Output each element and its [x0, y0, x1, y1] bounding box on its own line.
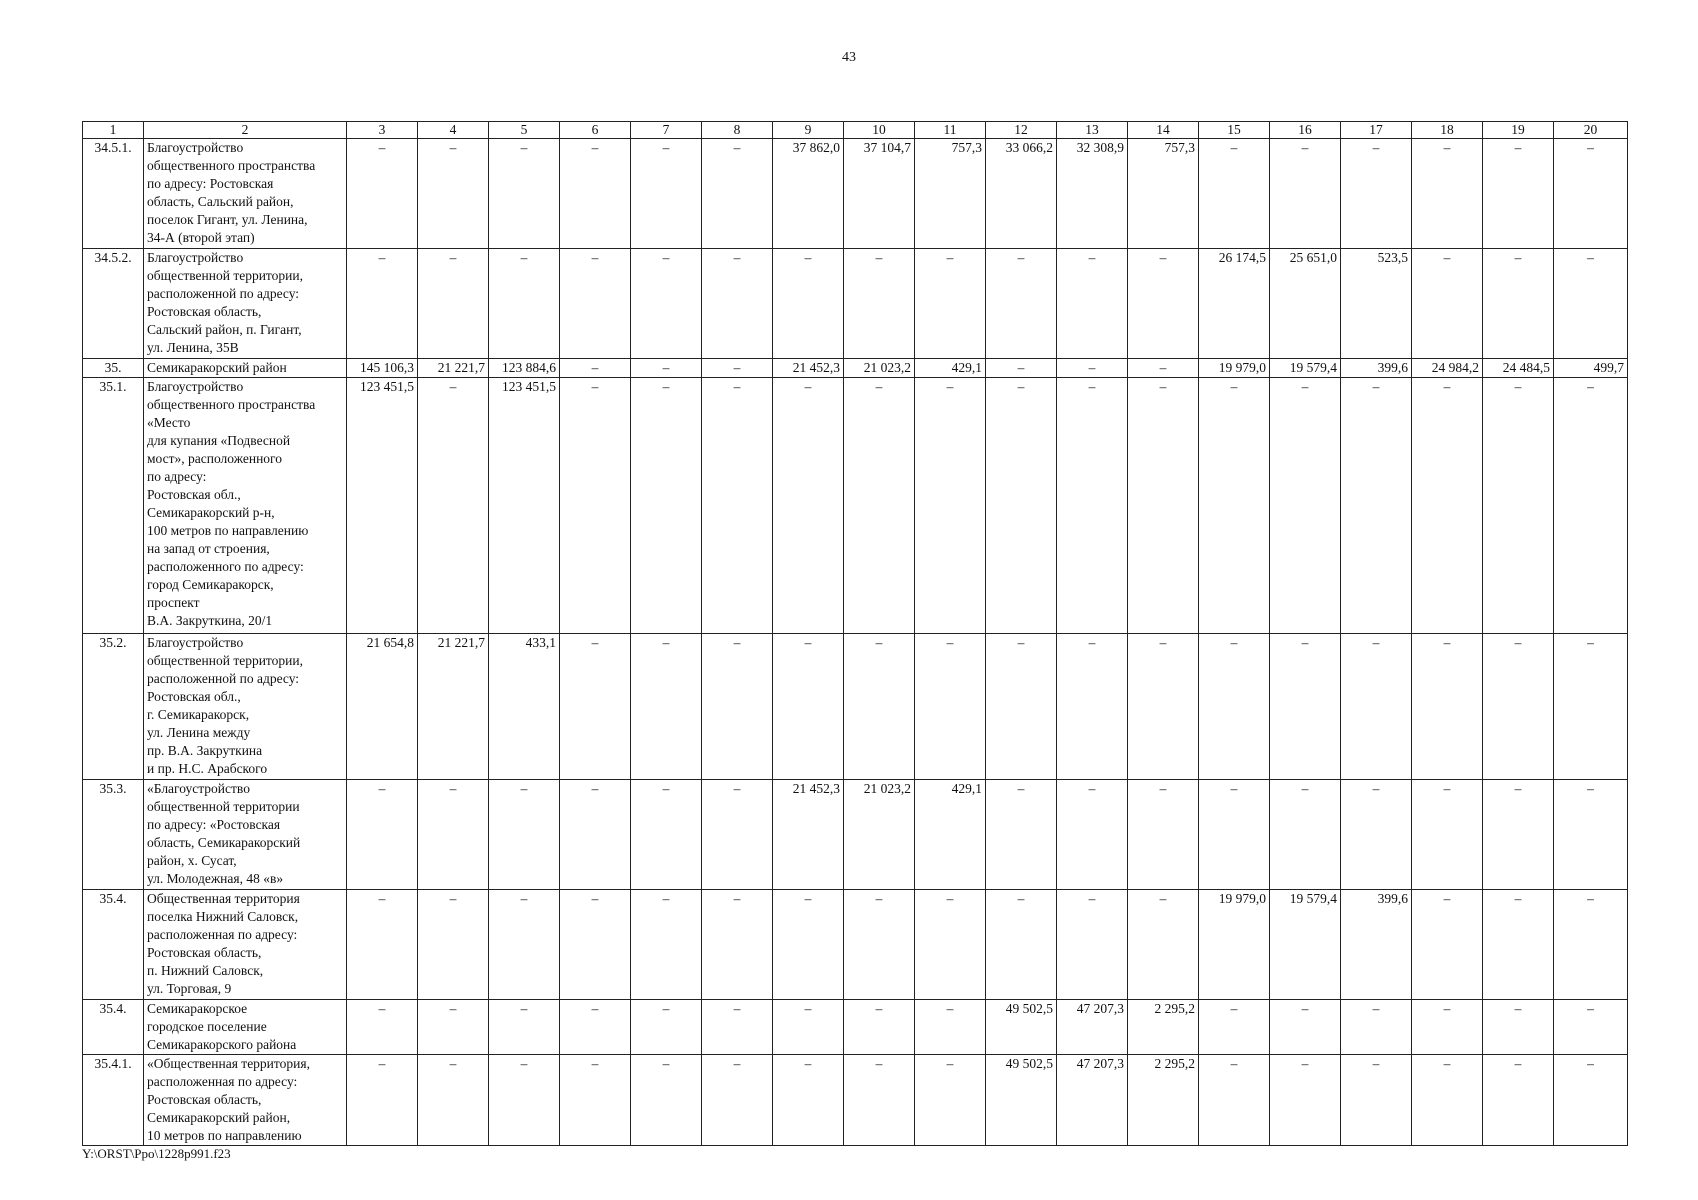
value-cell: – [986, 634, 1057, 780]
value-cell: – [915, 1000, 986, 1055]
value-cell: – [560, 1000, 631, 1055]
column-header: 5 [489, 122, 560, 139]
value-cell: – [986, 359, 1057, 378]
value-cell: 47 207,3 [1057, 1000, 1128, 1055]
value-cell: 523,5 [1341, 249, 1412, 359]
row-code: 35.4.1. [83, 1055, 144, 1146]
row-code: 34.5.1. [83, 139, 144, 249]
value-cell: – [1057, 780, 1128, 890]
value-cell: – [1128, 634, 1199, 780]
value-cell: – [844, 378, 915, 634]
value-cell: – [844, 249, 915, 359]
value-cell: – [915, 1055, 986, 1146]
value-cell: – [773, 634, 844, 780]
value-cell: – [986, 378, 1057, 634]
value-cell: 757,3 [1128, 139, 1199, 249]
value-cell: 21 654,8 [347, 634, 418, 780]
value-cell: – [773, 890, 844, 1000]
value-cell: – [915, 890, 986, 1000]
row-name: Благоустройство общественной территории, расположенной по адресу: Ростовская обл., г. Семикаракорск, ул. Ленина между пр. В.А. Закруткина и пр. Н.С. Арабского [144, 634, 347, 780]
value-cell: 49 502,5 [986, 1055, 1057, 1146]
value-cell: 21 452,3 [773, 359, 844, 378]
value-cell: – [702, 1055, 773, 1146]
value-cell: – [631, 890, 702, 1000]
value-cell: – [631, 634, 702, 780]
value-cell: – [560, 378, 631, 634]
row-code: 34.5.2. [83, 249, 144, 359]
value-cell: – [1341, 378, 1412, 634]
value-cell: – [560, 1055, 631, 1146]
value-cell: 21 221,7 [418, 359, 489, 378]
column-header: 20 [1554, 122, 1628, 139]
value-cell: – [915, 378, 986, 634]
value-cell: – [773, 249, 844, 359]
value-cell: – [1483, 780, 1554, 890]
value-cell: – [1412, 780, 1483, 890]
value-cell: 19 979,0 [1199, 359, 1270, 378]
value-cell: – [915, 249, 986, 359]
value-cell: 123 451,5 [347, 378, 418, 634]
value-cell: – [702, 634, 773, 780]
value-cell: – [631, 378, 702, 634]
value-cell: – [489, 780, 560, 890]
column-header: 15 [1199, 122, 1270, 139]
value-cell: 499,7 [1554, 359, 1628, 378]
value-cell: – [773, 1055, 844, 1146]
value-cell: 24 484,5 [1483, 359, 1554, 378]
table-row [83, 1055, 1628, 1146]
value-cell: – [702, 1000, 773, 1055]
column-header: 16 [1270, 122, 1341, 139]
value-cell: – [347, 1000, 418, 1055]
column-header: 11 [915, 122, 986, 139]
value-cell: 49 502,5 [986, 1000, 1057, 1055]
value-cell: – [702, 890, 773, 1000]
value-cell: 145 106,3 [347, 359, 418, 378]
value-cell: – [489, 139, 560, 249]
value-cell: 25 651,0 [1270, 249, 1341, 359]
row-code: 35.3. [83, 780, 144, 890]
value-cell: – [915, 634, 986, 780]
column-header: 4 [418, 122, 489, 139]
value-cell: – [489, 249, 560, 359]
value-cell: – [560, 634, 631, 780]
value-cell: – [1270, 378, 1341, 634]
value-cell: – [1199, 1055, 1270, 1146]
value-cell: 24 984,2 [1412, 359, 1483, 378]
value-cell: – [1412, 634, 1483, 780]
column-header: 2 [144, 122, 347, 139]
table-row [83, 1000, 1628, 1055]
value-cell: – [1412, 249, 1483, 359]
value-cell: – [702, 249, 773, 359]
value-cell: 433,1 [489, 634, 560, 780]
table-row [83, 378, 1628, 634]
value-cell: – [1554, 139, 1628, 249]
value-cell: 429,1 [915, 359, 986, 378]
row-code: 35.1. [83, 378, 144, 634]
row-code: 35.2. [83, 634, 144, 780]
value-cell: 123 884,6 [489, 359, 560, 378]
value-cell: – [986, 890, 1057, 1000]
table-row [83, 634, 1628, 780]
value-cell: – [1341, 1055, 1412, 1146]
footer-file-path: Y:\ORST\Ppo\1228p991.f23 [82, 1146, 231, 1161]
value-cell: – [347, 249, 418, 359]
column-header: 19 [1483, 122, 1554, 139]
value-cell: 37 104,7 [844, 139, 915, 249]
value-cell: – [1554, 890, 1628, 1000]
value-cell: 399,6 [1341, 890, 1412, 1000]
column-header: 12 [986, 122, 1057, 139]
column-header: 18 [1412, 122, 1483, 139]
value-cell: 19 579,4 [1270, 890, 1341, 1000]
value-cell: 21 452,3 [773, 780, 844, 890]
value-cell: – [1057, 890, 1128, 1000]
row-name: Благоустройство общественного пространства по адресу: Ростовская область, Сальский район, поселок Гигант, ул. Ленина, 34-А (второй этап) [144, 139, 347, 249]
value-cell: 757,3 [915, 139, 986, 249]
value-cell: – [347, 139, 418, 249]
row-name: Семикаракорский район [144, 359, 347, 378]
value-cell: – [347, 1055, 418, 1146]
row-code: 35. [83, 359, 144, 378]
value-cell: – [418, 780, 489, 890]
column-header: 14 [1128, 122, 1199, 139]
value-cell: – [1128, 378, 1199, 634]
row-name: Благоустройство общественной территории, расположенной по адресу: Ростовская область, Сальский район, п. Гигант, ул. Ленина, 35В [144, 249, 347, 359]
value-cell: – [1412, 378, 1483, 634]
value-cell: – [1270, 634, 1341, 780]
value-cell: 33 066,2 [986, 139, 1057, 249]
value-cell: – [489, 1055, 560, 1146]
value-cell: – [1270, 139, 1341, 249]
column-header: 8 [702, 122, 773, 139]
row-code: 35.4. [83, 890, 144, 1000]
value-cell: – [702, 780, 773, 890]
table-row [83, 249, 1628, 359]
value-cell: – [1128, 890, 1199, 1000]
value-cell: – [1199, 139, 1270, 249]
page-number: 43 [842, 50, 856, 65]
value-cell: – [1270, 1000, 1341, 1055]
value-cell: – [1270, 780, 1341, 890]
value-cell: – [347, 890, 418, 1000]
column-header: 9 [773, 122, 844, 139]
value-cell: – [1128, 780, 1199, 890]
table-body [83, 139, 1628, 1146]
value-cell: – [560, 359, 631, 378]
value-cell: – [560, 249, 631, 359]
value-cell: – [1412, 139, 1483, 249]
value-cell: – [418, 890, 489, 1000]
value-cell: 2 295,2 [1128, 1000, 1199, 1055]
value-cell: 21 221,7 [418, 634, 489, 780]
value-cell: – [1270, 1055, 1341, 1146]
value-cell: – [418, 378, 489, 634]
value-cell: – [631, 1055, 702, 1146]
column-number-header-row [83, 122, 1628, 139]
value-cell: 26 174,5 [1199, 249, 1270, 359]
value-cell: 19 579,4 [1270, 359, 1341, 378]
value-cell: 47 207,3 [1057, 1055, 1128, 1146]
value-cell: – [631, 1000, 702, 1055]
value-cell: – [560, 139, 631, 249]
column-header: 13 [1057, 122, 1128, 139]
value-cell: – [418, 1055, 489, 1146]
value-cell: 399,6 [1341, 359, 1412, 378]
column-header: 6 [560, 122, 631, 139]
value-cell: – [418, 139, 489, 249]
row-code: 35.4. [83, 1000, 144, 1055]
budget-table-wrapper [82, 121, 1628, 1146]
value-cell: – [1057, 378, 1128, 634]
column-header: 17 [1341, 122, 1412, 139]
value-cell: – [1554, 249, 1628, 359]
column-header: 3 [347, 122, 418, 139]
value-cell: – [418, 1000, 489, 1055]
value-cell: – [844, 634, 915, 780]
value-cell: – [844, 1000, 915, 1055]
value-cell: – [1554, 1055, 1628, 1146]
value-cell: – [1199, 1000, 1270, 1055]
table-row [83, 359, 1628, 378]
value-cell: 21 023,2 [844, 359, 915, 378]
value-cell: – [702, 139, 773, 249]
value-cell: – [702, 359, 773, 378]
value-cell: – [560, 890, 631, 1000]
value-cell: – [1341, 139, 1412, 249]
value-cell: – [844, 890, 915, 1000]
row-name: «Благоустройство общественной территории по адресу: «Ростовская область, Семикаракорский район, х. Сусат, ул. Молодежная, 48 «в» [144, 780, 347, 890]
value-cell: – [560, 780, 631, 890]
value-cell: – [1554, 780, 1628, 890]
value-cell: – [1483, 378, 1554, 634]
value-cell: – [1199, 378, 1270, 634]
value-cell: – [631, 249, 702, 359]
value-cell: – [773, 378, 844, 634]
value-cell: 19 979,0 [1199, 890, 1270, 1000]
value-cell: – [1199, 634, 1270, 780]
value-cell: – [773, 1000, 844, 1055]
column-header: 1 [83, 122, 144, 139]
value-cell: – [1554, 1000, 1628, 1055]
value-cell: – [1057, 359, 1128, 378]
value-cell: – [418, 249, 489, 359]
value-cell: – [1483, 139, 1554, 249]
value-cell: – [347, 780, 418, 890]
value-cell: – [986, 780, 1057, 890]
value-cell: – [1412, 1000, 1483, 1055]
table-row [83, 780, 1628, 890]
row-name: Семикаракорское городское поселение Семикаракорского района [144, 1000, 347, 1055]
table-row [83, 139, 1628, 249]
value-cell: 21 023,2 [844, 780, 915, 890]
value-cell: – [631, 139, 702, 249]
value-cell: – [844, 1055, 915, 1146]
value-cell: 429,1 [915, 780, 986, 890]
row-name: «Общественная территория, расположенная по адресу: Ростовская область, Семикаракорский район, 10 метров по направлению [144, 1055, 347, 1146]
value-cell: – [1128, 249, 1199, 359]
value-cell: – [1483, 1000, 1554, 1055]
value-cell: – [1341, 1000, 1412, 1055]
value-cell: – [631, 359, 702, 378]
value-cell: 2 295,2 [1128, 1055, 1199, 1146]
value-cell: – [1057, 634, 1128, 780]
value-cell: – [489, 890, 560, 1000]
value-cell: – [1057, 249, 1128, 359]
value-cell: – [1341, 634, 1412, 780]
value-cell: – [986, 249, 1057, 359]
column-header: 10 [844, 122, 915, 139]
value-cell: – [1554, 634, 1628, 780]
value-cell: – [1412, 890, 1483, 1000]
value-cell: – [1412, 1055, 1483, 1146]
value-cell: – [1483, 890, 1554, 1000]
value-cell: – [631, 780, 702, 890]
value-cell: – [1199, 780, 1270, 890]
row-name: Благоустройство общественного пространства «Место для купания «Подвесной мост», расположенного по адресу: Ростовская обл., Семикаракорский р-н, 100 метров по направлению на запад от строения, расположенного по адресу: город Семикаракорск, проспект В.А. Закруткина, 20/1 [144, 378, 347, 634]
column-header: 7 [631, 122, 702, 139]
value-cell: 32 308,9 [1057, 139, 1128, 249]
value-cell: – [1483, 1055, 1554, 1146]
value-cell: – [489, 1000, 560, 1055]
value-cell: – [1128, 359, 1199, 378]
value-cell: 123 451,5 [489, 378, 560, 634]
value-cell: – [1483, 634, 1554, 780]
value-cell: – [1483, 249, 1554, 359]
value-cell: – [702, 378, 773, 634]
value-cell: – [1554, 378, 1628, 634]
table-row [83, 890, 1628, 1000]
row-name: Общественная территория поселка Нижний Саловск, расположенная по адресу: Ростовская область, п. Нижний Саловск, ул. Торговая, 9 [144, 890, 347, 1000]
value-cell: – [1341, 780, 1412, 890]
budget-table [82, 121, 1628, 1146]
value-cell: 37 862,0 [773, 139, 844, 249]
